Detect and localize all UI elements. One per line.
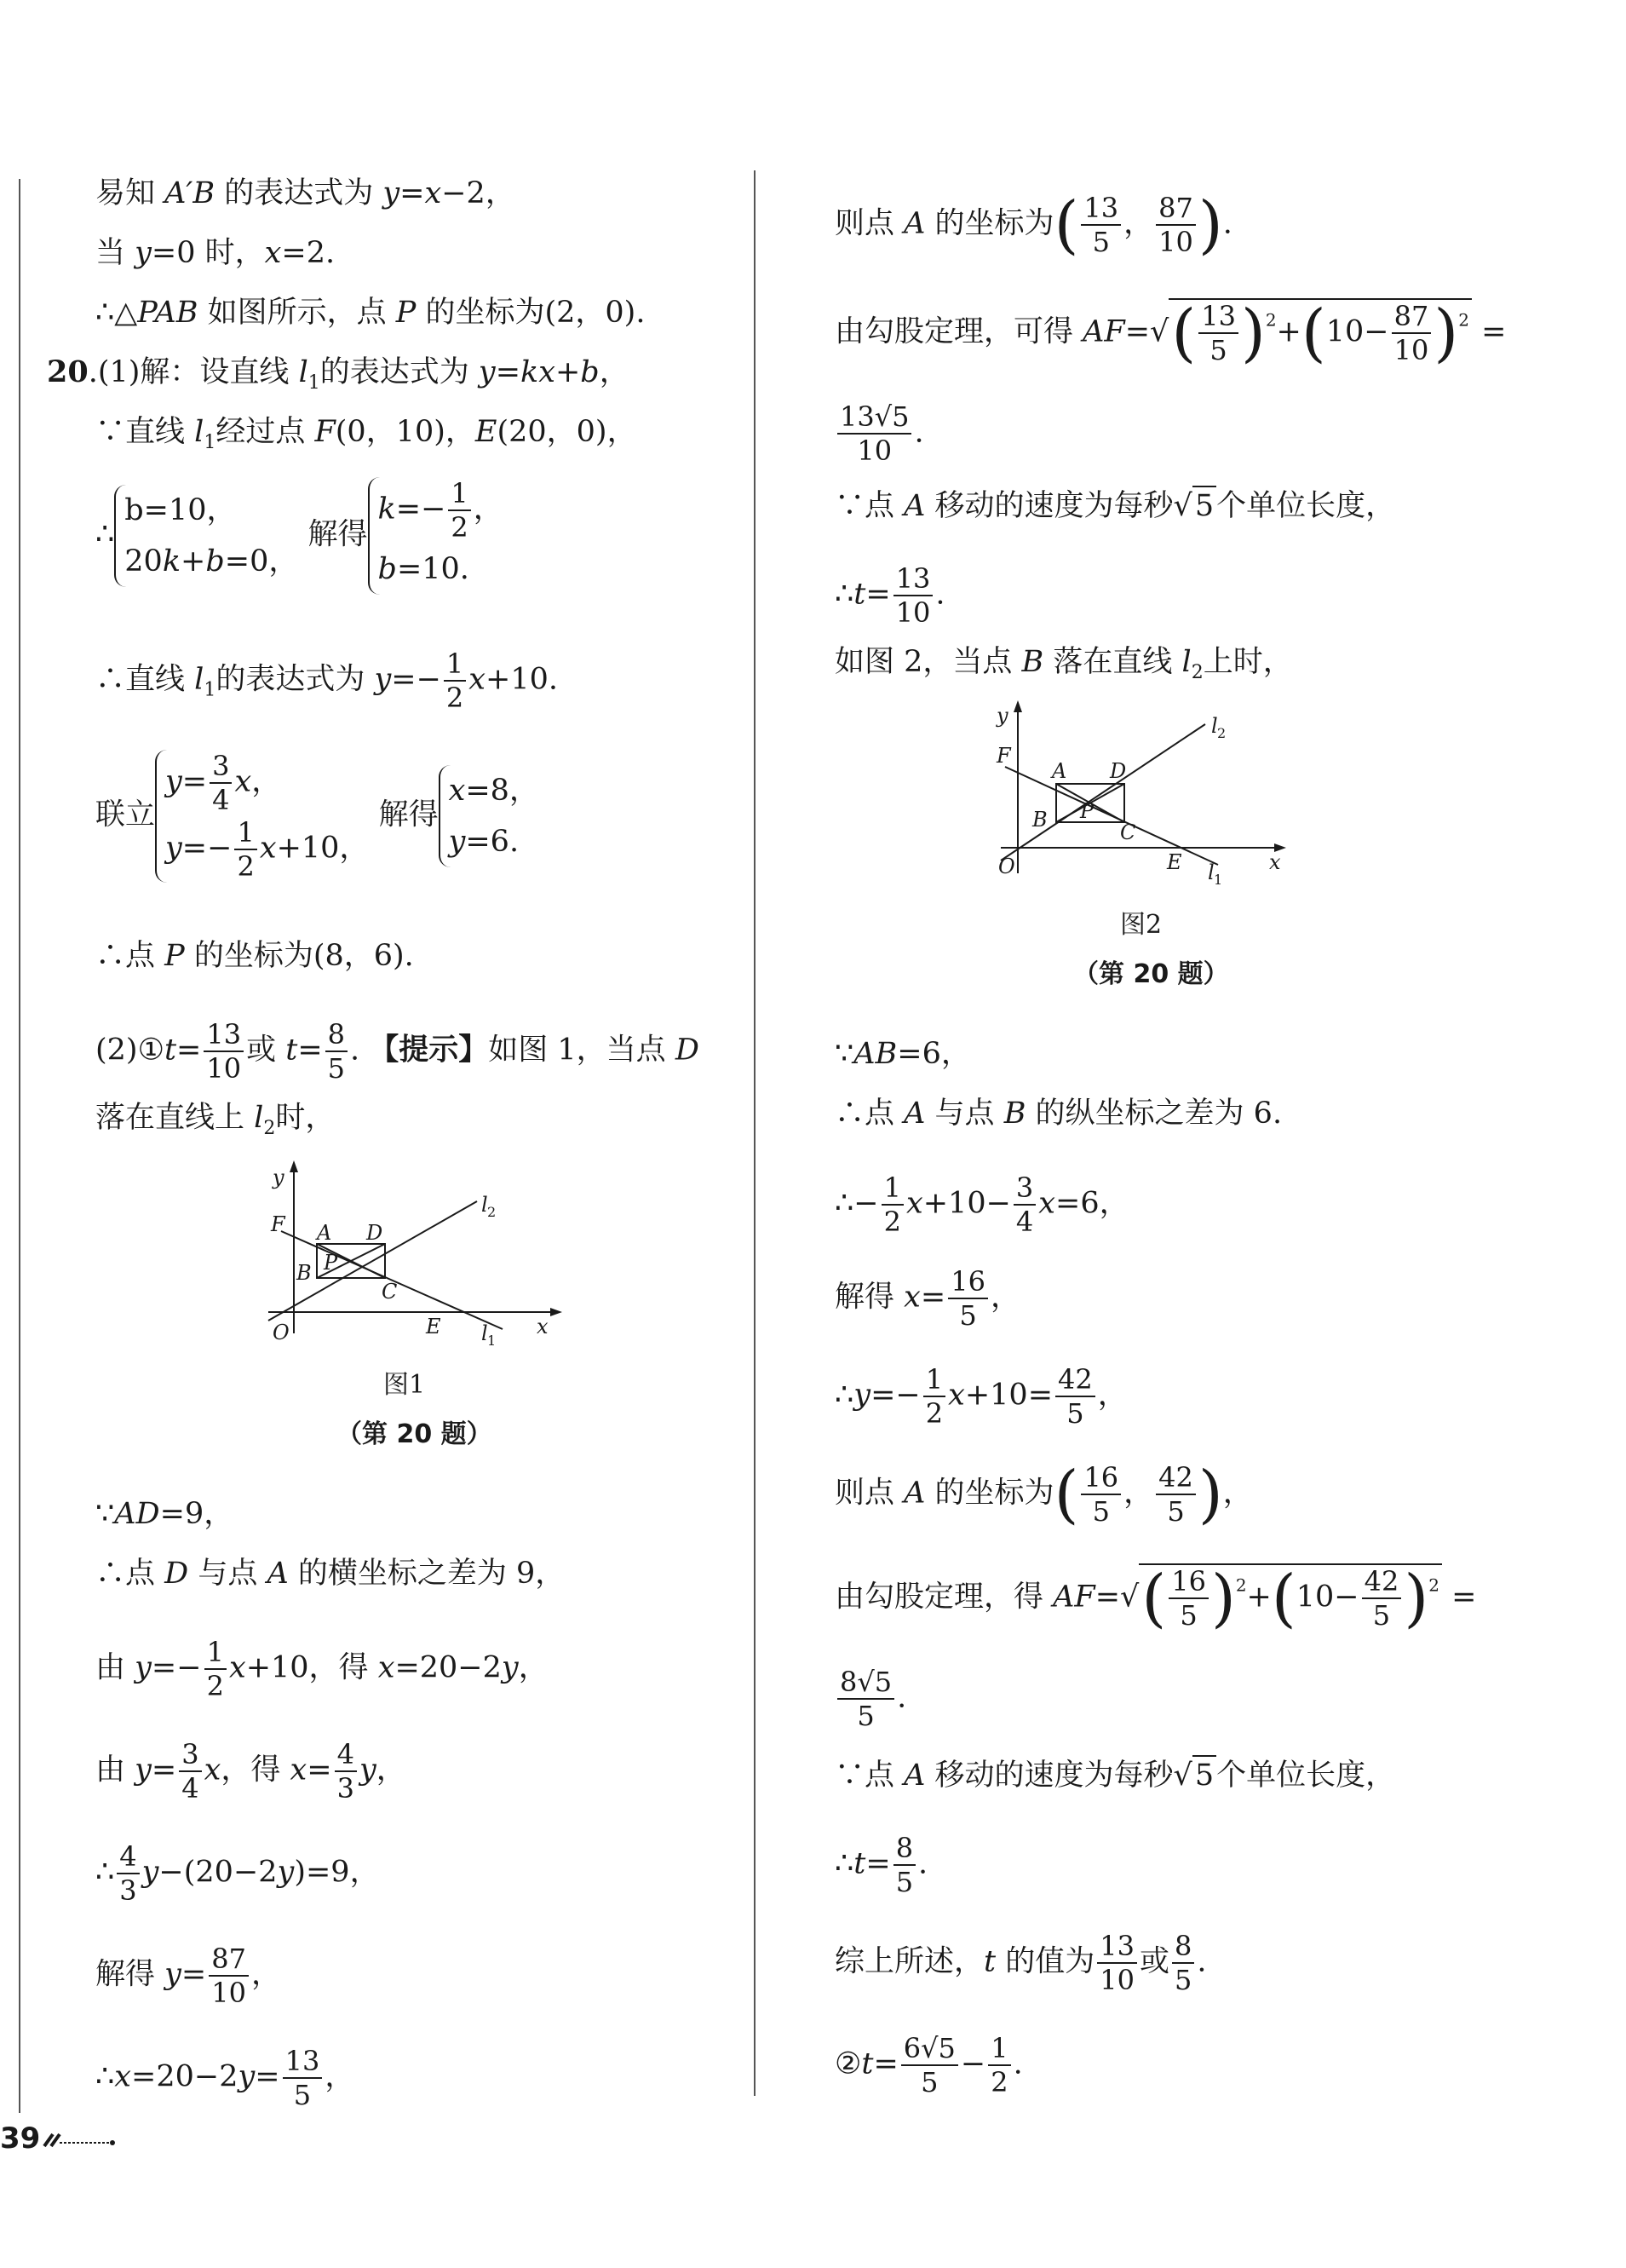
- footer-ornament-icon: [41, 2126, 118, 2151]
- left-line-15: 由 y= $\frac{3}{4}$ x，得 x= $\frac{4}{3}$ y，: [95, 1738, 406, 1805]
- left-line-16: ∴ $\frac{4}{3}$ y−(20−2y)=9，: [95, 1840, 380, 1907]
- svg-text:C: C: [1120, 820, 1136, 844]
- right-line-10: 解得 x= $\frac{16}{5}$ ，: [835, 1265, 1020, 1332]
- svg-text:D: D: [366, 1221, 383, 1245]
- svg-text:2: 2: [487, 1204, 497, 1220]
- svg-text:x: x: [537, 1315, 549, 1338]
- left-line-11: 落在直线上 $l_2$时，: [95, 1101, 336, 1139]
- left-line-10: (2)①t= $\frac{13}{10}$ 或 t= $\frac{8}{5}$ . 【提示】如图 1，当点 D: [95, 1018, 699, 1085]
- left-line-13: ∴点 D 与点 A 的横坐标之差为 9，: [95, 1557, 566, 1591]
- svg-text:D: D: [1110, 759, 1127, 783]
- page-number: 39: [0, 2121, 41, 2156]
- left-line-17: 解得 y= $\frac{87}{10}$ ，: [95, 1943, 281, 2009]
- figure-1-caption: 图1: [383, 1370, 426, 1400]
- left-line-12: ∵AD=9，: [95, 1497, 234, 1531]
- left-line-4: 20.(1)解：设直线 $l_1$的表达式为 y=kx+b，: [47, 354, 629, 394]
- svg-text:1: 1: [487, 1333, 497, 1349]
- left-line-7: ∴直线 $l_1$的表达式为 y=− $\frac{1}{2}$ x+10.: [95, 648, 559, 714]
- left-line-18: ∴x=20−2y= $\frac{13}{5}$ ，: [95, 2045, 355, 2111]
- left-line-14: 由 y=− $\frac{1}{2}$ x+10，得 x=20−2y，: [95, 1636, 549, 1702]
- right-line-6: 如图 2，当点 B 落在直线 $l_2$上时，: [835, 645, 1293, 683]
- right-line-17: 综上所述，t 的值为 $\frac{13}{10}$ 或 $\frac{8}{5}$ .: [835, 1930, 1207, 1996]
- problem-caption-right: （第 20 题）: [1073, 959, 1229, 989]
- right-line-7: ∵AB=6，: [835, 1037, 971, 1071]
- svg-text:P: P: [1080, 799, 1095, 823]
- problem-caption-left: （第 20 题）: [336, 1419, 492, 1449]
- figure-2: [988, 690, 1312, 920]
- right-line-18: ②t= $\frac{6√5}{5}$ − $\frac{1}{2}$ .: [835, 2032, 1023, 2098]
- svg-text:1: 1: [1214, 872, 1223, 888]
- right-line-9: ∴− $\frac{1}{2}$ x+10− $\frac{3}{4}$ x=6，: [835, 1171, 1129, 1238]
- svg-text:P: P: [324, 1251, 338, 1275]
- left-line-2: 当 y=0 时，x=2.: [95, 236, 336, 270]
- right-line-8: ∴点 A 与点 B 的纵坐标之差为 6.: [835, 1097, 1283, 1131]
- left-margin-line: [19, 179, 20, 2113]
- svg-text:2: 2: [1217, 725, 1227, 741]
- left-line-1: 易知 A′B 的表达式为 y=x−2，: [95, 176, 515, 210]
- left-line-6: ∴b=10， 20k+b=0， 解得k=− $\frac{1}{2}$ ， b=10.: [95, 477, 503, 595]
- svg-text:F: F: [997, 744, 1011, 768]
- figure-1: [256, 1150, 579, 1380]
- right-line-3: $\frac{13√5}{10}$ .: [835, 400, 924, 467]
- right-line-11: ∴y=− $\frac{1}{2}$ x+10= $\frac{42}{5}$ ，: [835, 1363, 1128, 1430]
- svg-text:E: E: [426, 1315, 441, 1338]
- svg-text:C: C: [382, 1280, 398, 1304]
- right-line-16: ∴t= $\frac{8}{5}$ .: [835, 1832, 928, 1898]
- svg-text:O: O: [998, 855, 1015, 878]
- svg-text:x: x: [1269, 850, 1281, 874]
- svg-text:F: F: [271, 1212, 285, 1236]
- svg-text:y: y: [997, 704, 1008, 728]
- svg-text:l: l: [1208, 861, 1215, 884]
- svg-text:l: l: [481, 1321, 488, 1345]
- right-line-2: 由勾股定理，可得 AF=√( $\frac{13}{5}$ )$^2$+(10− $\frac{87}{10}$ )$^2$ =: [835, 296, 1507, 370]
- right-line-1: 则点 A 的坐标为( $\frac{13}{5}$ ， $\frac{87}{10}$ ).: [835, 188, 1232, 262]
- right-line-14: $\frac{8√5}{5}$ .: [835, 1666, 906, 1732]
- figure-2-caption: 图2: [1120, 910, 1163, 940]
- left-line-9: ∴点 P 的坐标为(8，6).: [95, 939, 414, 973]
- svg-text:A: A: [1052, 759, 1067, 783]
- svg-text:l: l: [1211, 714, 1218, 738]
- left-line-8: 联立y= $\frac{3}{4}$ x， y=− $\frac{1}{2}$ x+10， 解得x=8， y=6.: [95, 750, 539, 883]
- right-line-4: ∵点 A 移动的速度为每秒√5个单位长度，: [835, 486, 1395, 525]
- svg-text:O: O: [273, 1321, 290, 1344]
- svg-text:y: y: [273, 1166, 284, 1189]
- column-divider: [754, 170, 756, 2096]
- left-line-3: ∴△PAB 如图所示，点 P 的坐标为(2，0).: [95, 296, 646, 330]
- svg-text:B: B: [296, 1261, 312, 1285]
- right-line-12: 则点 A 的坐标为( $\frac{16}{5}$ ， $\frac{42}{5}$ )，: [835, 1458, 1253, 1531]
- left-line-5: ∵直线 $l_1$经过点 F(0，10)，E(20，0)，: [95, 415, 637, 453]
- right-line-13: 由勾股定理，得 AF=√( $\frac{16}{5}$ )$^2$+(10− $\frac{42}{5}$ )$^2$ =: [835, 1562, 1477, 1635]
- svg-text:A: A: [317, 1221, 332, 1245]
- right-line-15: ∵点 A 移动的速度为每秒√5个单位长度，: [835, 1755, 1395, 1794]
- svg-text:l: l: [481, 1193, 488, 1217]
- svg-text:E: E: [1167, 850, 1182, 874]
- svg-text:B: B: [1032, 808, 1048, 832]
- right-line-5: ∴t= $\frac{13}{10}$ .: [835, 562, 945, 629]
